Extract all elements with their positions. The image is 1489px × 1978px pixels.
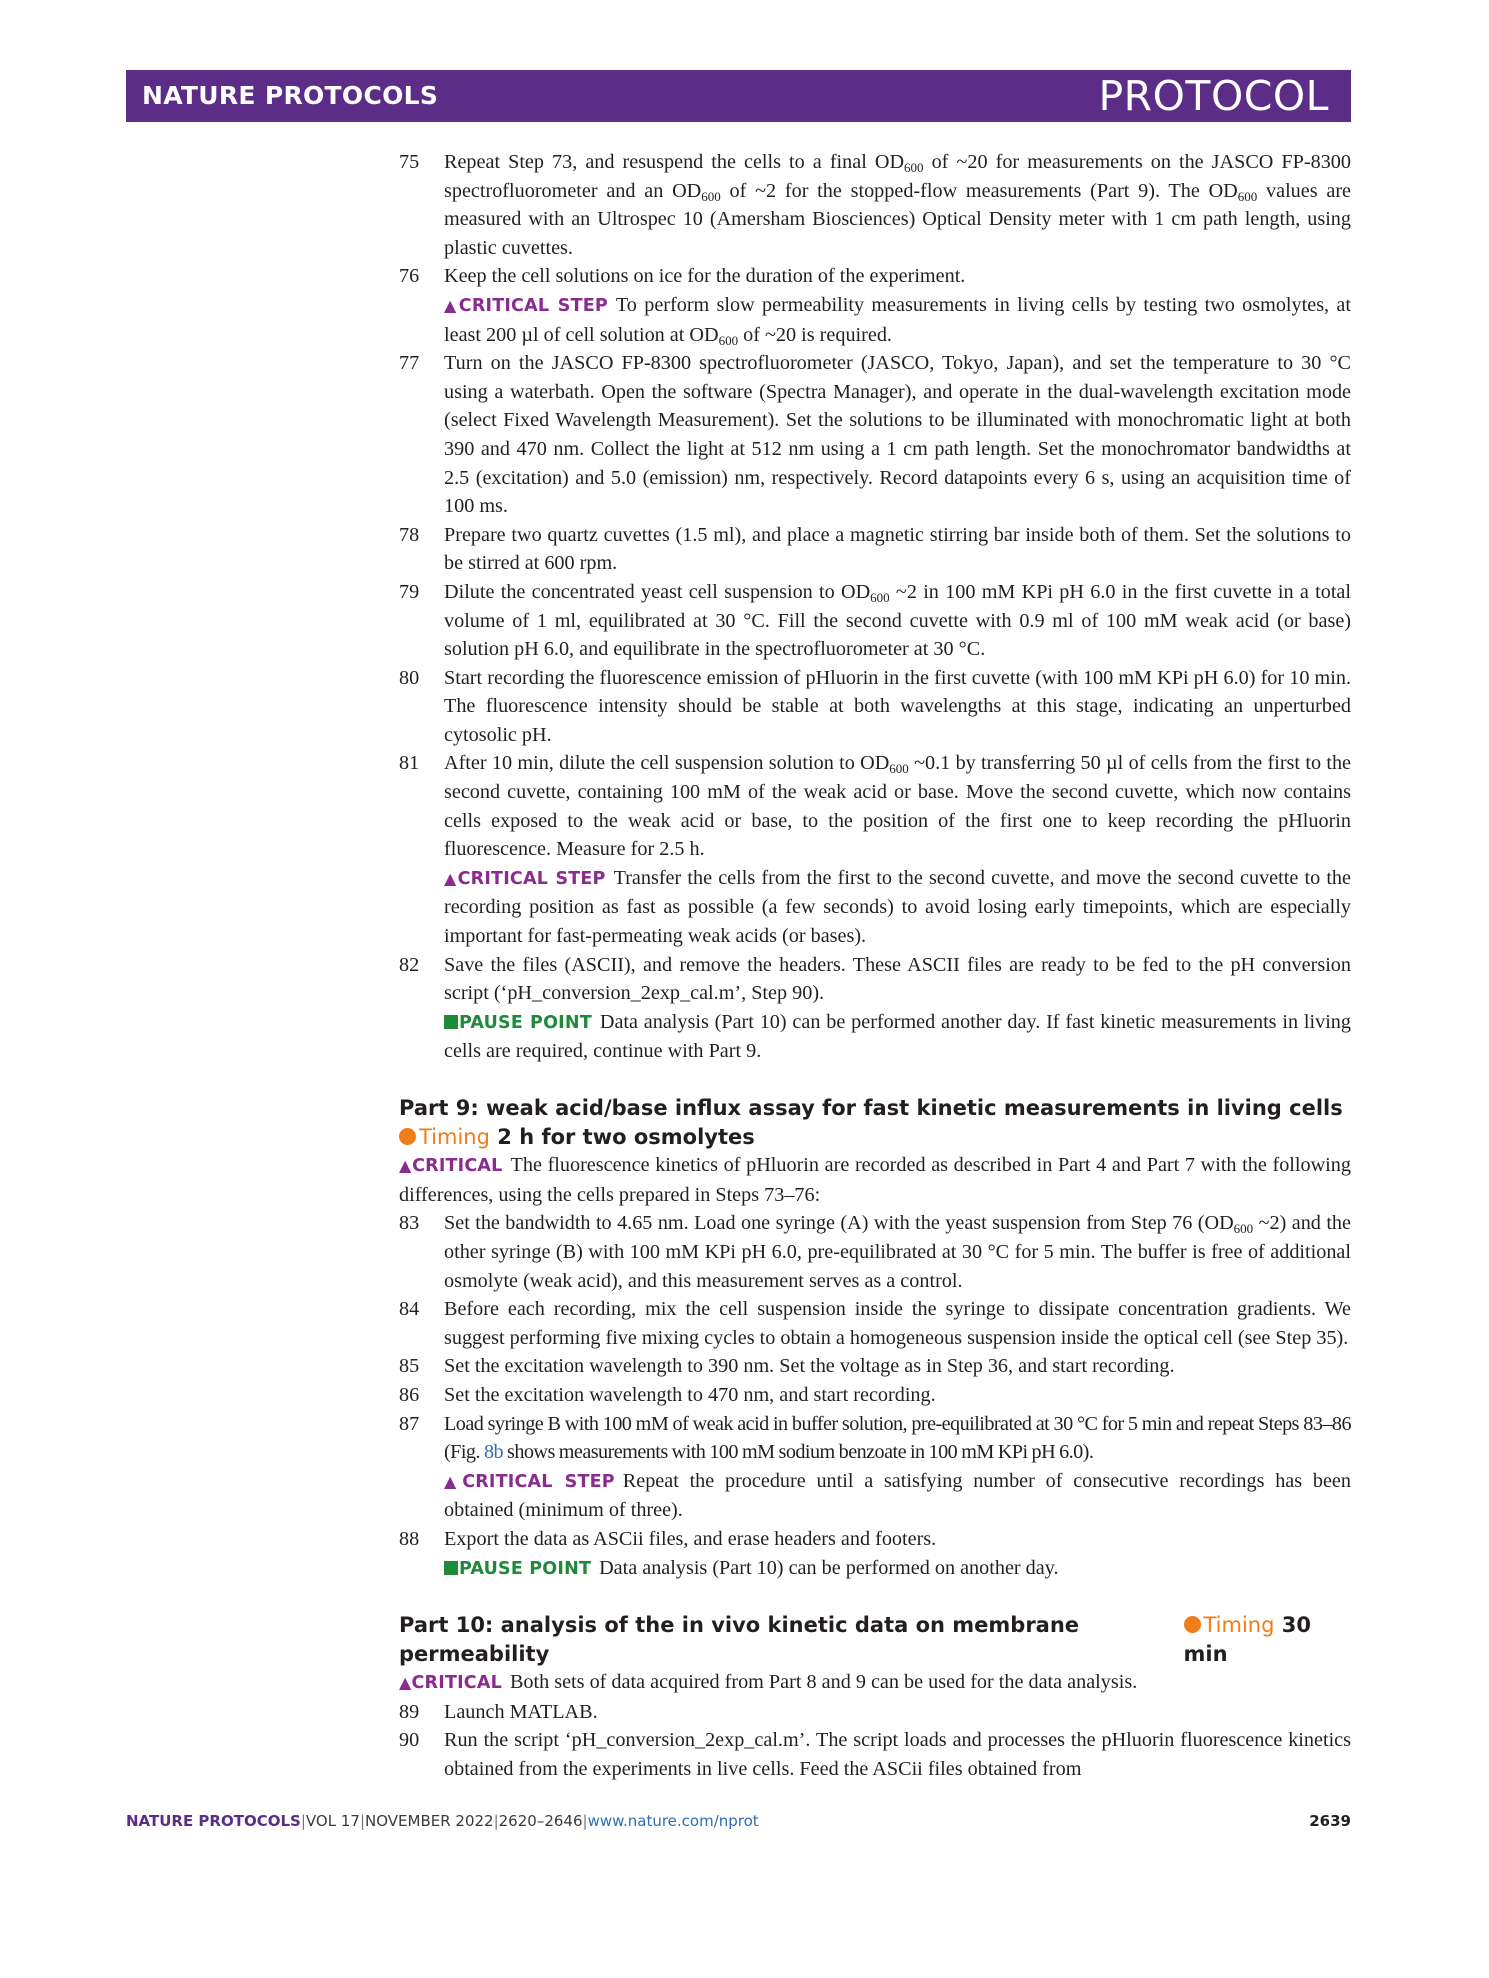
- journal-name: NATURE PROTOCOLS: [142, 81, 439, 110]
- pause-square-icon: [444, 1015, 458, 1029]
- part10-timing: Timing 30 min: [1183, 1613, 1311, 1666]
- part9-timing: Timing 2 h for two osmolytes: [399, 1123, 1351, 1152]
- step-77: [399, 349, 1351, 521]
- footer-date: NOVEMBER 2022: [365, 1812, 494, 1830]
- step-number: 83: [399, 1212, 420, 1235]
- critical-step-label: ▲CRITICAL STEP: [444, 1471, 615, 1492]
- step-text: Set the excitation wavelength to 390 nm. Set the voltage as in Step 36, and start recording.: [444, 1355, 1175, 1378]
- step-text: ~2) and the other syringe (B) with 100 mM KPi pH 6.0, pre-equilibrated at 30 °C for 5 min. The buffer is free of additional osmolyte (weak acid), and this measurement serves as a control.: [444, 1212, 1351, 1292]
- critical-label: ▲CRITICAL: [399, 1673, 502, 1694]
- step-text: of ~20 for measurements on the JASCO FP-8300 spectrofluorometer and an OD: [444, 151, 1351, 202]
- subscript-600: 600: [1233, 1221, 1254, 1237]
- step-text: Repeat Step 73, and resuspend the cells to a final OD: [444, 151, 905, 173]
- step-number: 85: [399, 1355, 420, 1378]
- step-number: 86: [399, 1383, 420, 1406]
- timing-clock-icon: [1184, 1616, 1201, 1633]
- step-text: Export the data as ASCii files, and erase headers and footers.: [444, 1527, 937, 1550]
- step-number: 75: [399, 151, 420, 173]
- step-text: Save the files (ASCII), and remove the headers. These ASCII files are ready to be fed to the pH conversion script (‘pH_conversion_2exp_cal.m’, Step 90).: [444, 953, 1351, 1005]
- step-text: Set the bandwidth to 4.65 nm. Load one syringe (A) with the yeast suspension from Step 76 (OD: [444, 1212, 1234, 1235]
- step-text: Keep the cell solutions on ice for the duration of the experiment.: [444, 265, 966, 288]
- critical-step-label: ▲CRITICAL STEP: [444, 295, 608, 316]
- step-75: [399, 148, 1351, 262]
- part10-heading-row: [399, 1611, 1351, 1668]
- pause-point-note: PAUSE POINT Data analysis (Part 10) can be performed on another day.: [444, 1554, 1351, 1584]
- subscript-600: 600: [904, 160, 924, 175]
- step-number: 87: [399, 1412, 420, 1435]
- part10-critical-note: ▲CRITICAL Both sets of data acquired from Part 8 and 9 can be used for the data analysis.: [399, 1671, 1138, 1694]
- critical-triangle-icon: ▲: [444, 868, 458, 888]
- step-text: ~2 in 100 mM KPi pH 6.0 in the first cuvette in a total volume of 1 ml, equilibrated at 30 °C. Fill the second cuvette with 0.9 ml of 100 mM weak acid (or base) solution pH 6.0, and equilibrate in the spectrofluorometer at 30 °C.: [444, 580, 1351, 661]
- subscript-600: 600: [1237, 188, 1258, 204]
- subscript-600: 600: [701, 188, 721, 204]
- step-84: [399, 1295, 1351, 1352]
- step-80: [399, 664, 1351, 750]
- critical-triangle-icon: ▲: [399, 1673, 412, 1693]
- step-78: [399, 521, 1351, 578]
- step-number: 84: [399, 1298, 420, 1321]
- step-text: shows measurements with 100 mM sodium benzoate in 100 mM KPi pH 6.0).: [503, 1441, 1094, 1464]
- pause-square-icon: [444, 1561, 458, 1575]
- critical-step-label: ▲CRITICAL STEP: [444, 868, 606, 889]
- subscript-600: 600: [889, 761, 909, 777]
- step-89: [399, 1698, 1351, 1727]
- step-text: Prepare two quartz cuvettes (1.5 ml), and place a magnetic stirring bar inside both of them. Set the solutions to be stirred at 600 rpm.: [444, 523, 1351, 575]
- pause-point-label: PAUSE POINT: [444, 1013, 592, 1033]
- part9-critical-note: ▲CRITICAL The fluorescence kinetics of pHluorin are recorded as described in Part 4 and Part 7 with the following differences, using the cells prepared in Steps 73–76:: [399, 1154, 1351, 1206]
- step-text: Run the script ‘pH_conversion_2exp_cal.m’. The script loads and processes the pHluorin fluorescence kinetics obtained from the experiments in live cells. Feed the ASCii files obtained from: [444, 1729, 1351, 1781]
- critical-step-note: ▲CRITICAL STEP Transfer the cells from the first to the second cuvette, and move the second cuvette to the recording position as fast as possible (a few seconds) to avoid losing early timepoints, which are especially important for fast-permeating weak acids (or bases).: [444, 866, 1351, 948]
- part10-heading: Part 10: analysis of the in vivo kinetic data on membrane permeability: [399, 1613, 1080, 1666]
- step-83: [399, 1209, 1351, 1295]
- step-number: 89: [399, 1700, 420, 1723]
- step-76: [399, 262, 1351, 349]
- step-text: of ~2 for the stopped-flow measurements (Part 9). The OD: [720, 179, 1238, 202]
- figure-8b-link[interactable]: 8b: [483, 1441, 504, 1464]
- step-81: [399, 749, 1351, 950]
- step-text: Launch MATLAB.: [444, 1700, 598, 1723]
- step-85: [399, 1352, 1351, 1381]
- step-text: values are measured with an Ultrospec 10 (Amersham Biosciences) Optical Density meter with 1 cm path length, using plastic cuvettes.: [444, 179, 1351, 259]
- footer-citation: NATURE PROTOCOLS|VOL 17|NOVEMBER 2022|2620–2646|www.nature.com/nprot: [126, 1812, 759, 1830]
- step-number: 81: [399, 752, 420, 775]
- pause-point-note: PAUSE POINT Data analysis (Part 10) can be performed another day. If fast kinetic measurements in living cells are required, continue with Part 9.: [444, 1010, 1351, 1063]
- footer-journal: NATURE PROTOCOLS: [126, 1812, 301, 1830]
- step-text: Start recording the fluorescence emission of pHluorin in the first cuvette (with 100 mM KPi pH 6.0) for 10 min. The fluorescence intensity should be stable at both wavelengths at this stage, indicating an unperturbed cytosolic pH.: [444, 666, 1351, 746]
- document-type: PROTOCOL: [1098, 72, 1329, 120]
- timing-clock-icon: [399, 1128, 416, 1145]
- step-88: [399, 1525, 1351, 1583]
- step-number: 77: [399, 352, 420, 375]
- step-number: 80: [399, 666, 420, 689]
- footer-volume: VOL 17: [305, 1812, 360, 1830]
- critical-label: ▲CRITICAL: [399, 1156, 503, 1177]
- critical-step-note: ▲CRITICAL STEP Repeat the procedure until a satisfying number of consecutive recordings has been obtained (minimum of three).: [444, 1469, 1351, 1522]
- step-number: 76: [399, 265, 420, 288]
- step-79: [399, 578, 1351, 664]
- critical-triangle-icon: ▲: [444, 295, 459, 315]
- page-number: 2639: [1309, 1812, 1351, 1830]
- critical-triangle-icon: ▲: [444, 1471, 463, 1491]
- footer-pages: 2620–2646: [498, 1812, 583, 1830]
- subscript-600: 600: [718, 332, 739, 348]
- step-text: Dilute the concentrated yeast cell suspension to OD: [444, 580, 871, 603]
- pause-point-label: PAUSE POINT: [444, 1559, 591, 1579]
- step-text: Load syringe B with 100 mM of weak acid in buffer solution, pre-equilibrated at 30 °C for 5 min and repeat Steps 83–86 (Fig.: [444, 1412, 1351, 1464]
- step-number: 79: [399, 580, 420, 603]
- critical-triangle-icon: ▲: [399, 1156, 413, 1176]
- step-text: Turn on the JASCO FP-8300 spectrofluorometer (JASCO, Tokyo, Japan), and set the temperature to 30 °C using a waterbath. Open the software (Spectra Manager), and operate in the dual-wavelength excitation mode (select Fixed Wavelength Measurement). Set the solutions to be illuminated with monochromatic light at both 390 and 470 nm. Collect the light at 512 nm using a 1 cm path length. Set the monochromator bandwidths at 2.5 (excitation) and 5.0 (emission) nm, respectively. Record datapoints every 6 s, using an acquisition time of 100 ms.: [444, 352, 1351, 518]
- step-number: 82: [399, 953, 420, 976]
- step-87: [399, 1410, 1351, 1525]
- step-90: [399, 1726, 1351, 1783]
- step-number: 78: [399, 523, 420, 546]
- critical-step-note: ▲CRITICAL STEP To perform slow permeability measurements in living cells by testing two osmolytes, at least 200 µl of cell solution at $OD_{600}$ of ~20 is required.: [444, 293, 1351, 348]
- step-number: 88: [399, 1527, 420, 1550]
- step-86: [399, 1381, 1351, 1410]
- step-number: 90: [399, 1729, 420, 1752]
- subscript-600: 600: [870, 589, 890, 605]
- step-text: Before each recording, mix the cell suspension inside the syringe to dissipate concentration gradients. We suggest performing five mixing cycles to obtain a homogeneous suspension inside the optical cell (see Step 35).: [444, 1298, 1351, 1349]
- step-text: After 10 min, dilute the cell suspension solution to OD: [444, 752, 890, 775]
- journal-header-bar: [126, 70, 1351, 122]
- step-text: Set the excitation wavelength to 470 nm, and start recording.: [444, 1383, 936, 1406]
- footer-url-link[interactable]: www.nature.com/nprot: [587, 1812, 759, 1830]
- page-body: [399, 148, 1351, 1784]
- step-82: [399, 951, 1351, 1066]
- step-text: ~0.1 by transferring 50 µl of cells from the first to the second cuvette, containing 100 mM of the weak acid or base. Move the second cuvette, which now contains cells exposed to the weak acid or base, to the position of the first one to keep recording the pHluorin fluorescence. Measure for 2.5 h.: [444, 752, 1352, 861]
- part9-heading: Part 9: weak acid/base influx assay for fast kinetic measurements in living cells: [399, 1096, 1343, 1120]
